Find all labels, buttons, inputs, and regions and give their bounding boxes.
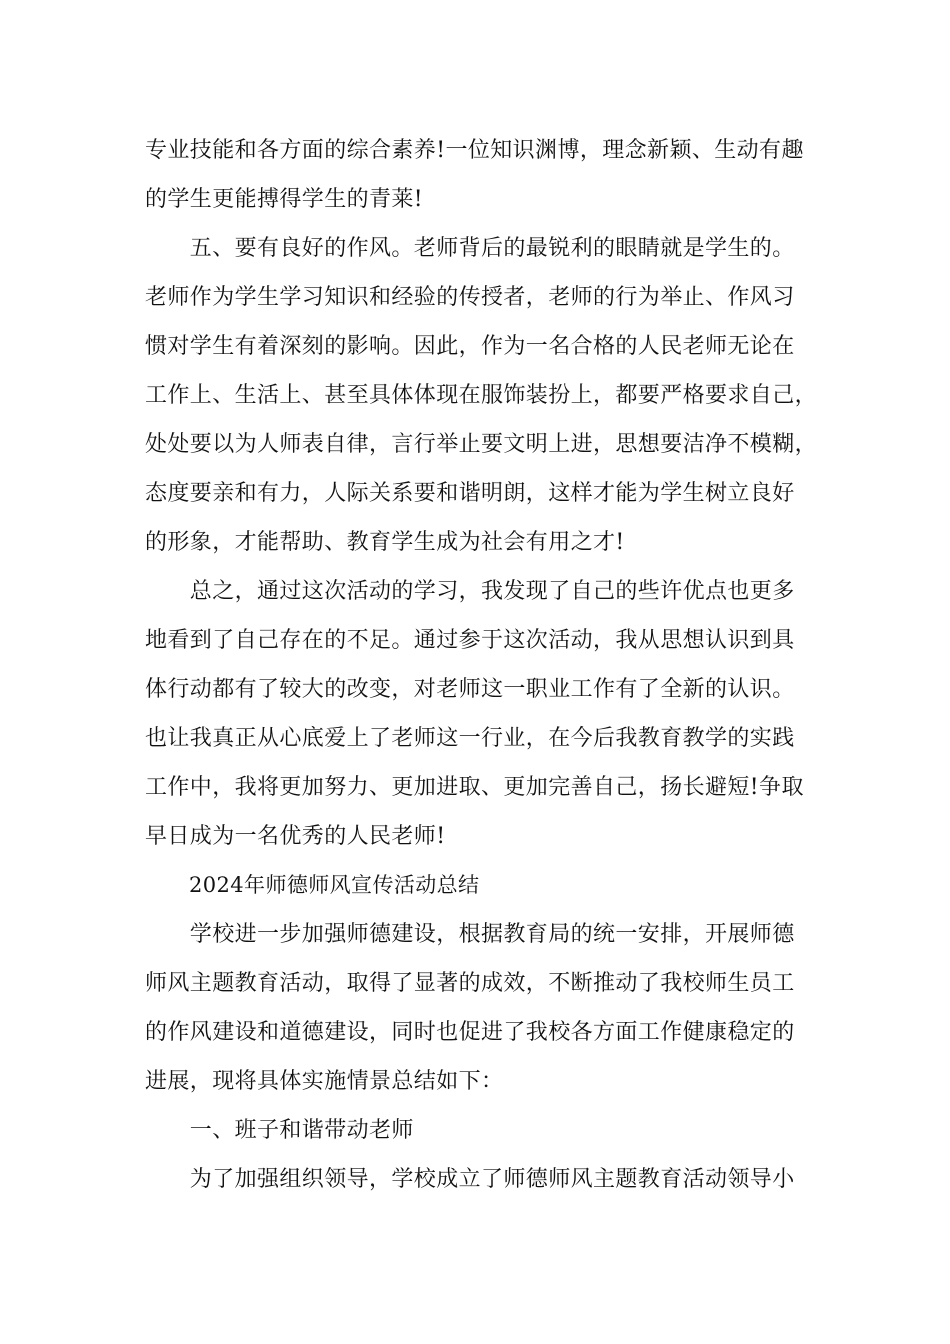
text-line: 五、要有良好的作风。老师背后的最锐利的眼睛就是学生的。 [145,236,795,261]
text-line: 早日成为一名优秀的人民老师! [145,824,446,849]
document-body [145,126,818,1204]
text-line: 为了加强组织领导，学校成立了师德师风主题教育活动领导小 [145,1167,795,1192]
text-line: 学校进一步加强师德建设，根据教育局的统一安排，开展师德 [145,922,795,947]
paragraph-section-one [145,1155,815,1204]
text-line: 地看到了自己存在的不足。通过参于这次活动，我从思想认识到具 [145,628,795,653]
text-line: 总之，通过这次活动的学习，我发现了自己的些许优点也更多 [145,579,795,604]
text-line: 工作上、生活上、甚至具体体现在服饰装扮上，都要严格要求自己， [145,383,818,408]
text-line: 进展，现将具体实施情景总结如下： [145,1069,504,1094]
text-line: 也让我真正从心底爱上了老师这一行业，在今后我教育教学的实践 [145,726,795,751]
text-line: 惯对学生有着深刻的影响。因此，作为一名合格的人民老师无论在 [145,334,795,359]
text-line: 老师作为学生学习知识和经验的传授者，老师的行为举止、作风习 [145,285,795,310]
text-line: 体行动都有了较大的改变，对老师这一职业工作有了全新的认识。 [145,677,795,702]
text-line: 师风主题教育活动，取得了显著的成效，不断推动了我校师生员工 [145,971,795,996]
paragraph-intro [145,910,815,1106]
paragraph-continuation [145,126,815,224]
paragraph-section-five [145,224,818,567]
text-line: 的学生更能搏得学生的青莱! [145,187,424,212]
paragraph-conclusion [145,567,815,861]
text-line: 的形象，才能帮助、教育学生成为社会有用之才! [145,530,625,555]
text-line: 的作风建设和道德建设，同时也促进了我校各方面工作健康稳定的 [145,1020,795,1045]
text-line: 专业技能和各方面的综合素养!一位知识渊博，理念新颖、生动有趣 [145,138,804,163]
heading-line: 一、班子和谐带动老师 [145,1118,414,1143]
text-line: 态度要亲和有力，人际关系要和谐明朗，这样才能为学生树立良好 [145,481,795,506]
text-line: 处处要以为人师表自律，言行举止要文明上进，思想要洁净不模糊， [145,432,818,457]
text-line: 工作中，我将更加努力、更加进取、更加完善自己，扬长避短!争取 [145,775,804,800]
title-line: 2024年师德师风宣传活动总结 [189,873,480,897]
document-title [145,861,815,910]
section-one-heading [145,1106,815,1155]
